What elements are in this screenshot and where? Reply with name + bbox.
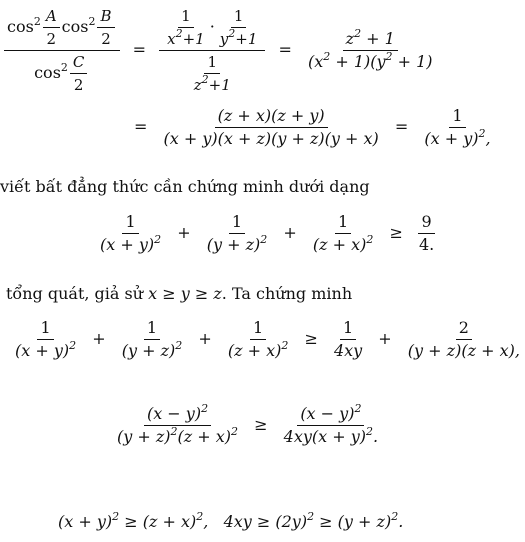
equation-product-ratio: = $\frac{(z + x)(z + y)}{(x + y)(x + z)(y + z)(y + x)}$ = $\frac{1}{(x + y)^2,}$ [128, 106, 496, 149]
inequality-main: $\frac{1}{(x + y)^2}$ + $\frac{1}{(y + z)^2}$ + $\frac{1}{(z + x)^2}$ ≥ $\frac{1}{4xy}$ + $\frac{2}{(y + z)(z + x),}$ [15, 318, 520, 360]
text-assume-order: tổng quát, giả sử x ≥ y ≥ z. Ta chứng minh [6, 284, 353, 303]
lhs-fraction: $\cos^2$ $\frac{A}{2}$ $\cos^2$ $\frac{B}{2}$ $\cos^2$ $\frac{C}{2}$ [4, 6, 120, 95]
final-inequalities: $(x + y)^2 \ge (z + x)^2$, $4xy \ge (2y)^2 \ge (y + z)^2$. [58, 510, 404, 531]
rhs-fraction: $\frac{z^2 + 1}{(x^2 + 1)(y^2 + 1)}$ [307, 27, 433, 71]
product-fraction: $\frac{(z + x)(z + y)}{(x + y)(x + z)(y + z)(y + x)}$ [163, 106, 379, 148]
inequality-square-difference: $\frac{(x - y)^2}{(y + z)^2(z + x)^2}$ ≥ $\frac{(x - y)^2}{4xy(x + y)^2.}$ [117, 402, 379, 446]
text-rewrite-inequality: viết bất đẳng thức cần chứng minh dưới dạng [0, 177, 370, 196]
middle-fraction: $\frac{1}{x^2+1}$ · $\frac{1}{y^2+1}$ $\frac{1}{z^2+1}$ [159, 6, 265, 95]
result-fraction: $\frac{1}{(x + y)^2,}$ [424, 106, 491, 148]
equation-cos-ratio: $\cos^2$ $\frac{A}{2}$ $\cos^2$ $\frac{B}{2}$ $\cos^2$ $\frac{C}{2}$ = $\frac{1}{x^2+1}$ · $\frac{1}{y^2+1}$ $\frac{1}{z^2+1}$ = $\frac{z^2 + 1}{(x^2 + 1)(y^2 + 1)}$ [2, 6, 438, 95]
inequality-nine-quarters: $\frac{1}{(x + y)^2}$ + $\frac{1}{(y + z)^2}$ + $\frac{1}{(z + x)^2}$ ≥ $\frac{9}{4.}$ [100, 212, 435, 254]
